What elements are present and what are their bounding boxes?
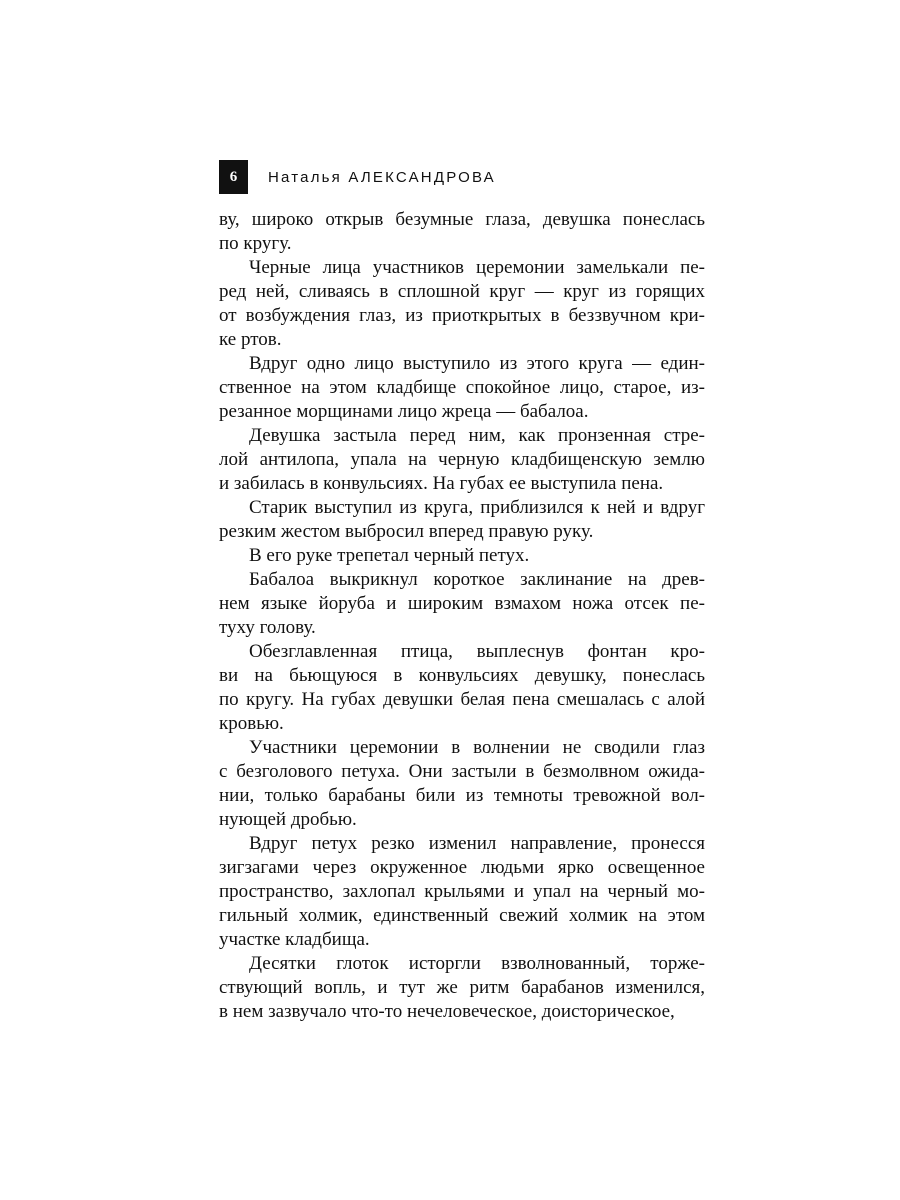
text-line: ву, широко открыв безумные глаза, девушка понеслась [219,209,705,230]
text-line: в нем зазвучало что-то нечеловеческое, доисторическое, [219,1001,675,1022]
text-line: нующей дробью. [219,809,357,830]
text-line: Черные лица участников церемонии замелькали пе- [249,257,705,278]
text-line: зигзагами через окруженное людьми ярко освещенное [219,857,705,878]
text-line: по кругу. [219,233,292,254]
text-line: и забилась в конвульсиях. На губах ее выступила пена. [219,473,664,494]
page-number: 6 [219,160,248,194]
text-line: Десятки глоток исторгли взволнованный, торже- [249,953,705,974]
body-text [219,208,705,1024]
text-line: ред ней, сливаясь в сплошной круг — круг из горящих [219,281,705,302]
text-line: пространство, захлопал крыльями и упал на черный мо- [219,881,705,902]
text-line: ственное на этом кладбище спокойное лицо, старое, из- [219,377,705,398]
text-line: Девушка застыла перед ним, как пронзенная стре- [249,425,705,446]
text-line: Бабалоа выкрикнул короткое заклинание на древ- [249,569,705,590]
text-line: нии, только барабаны били из темноты тревожной вол- [219,785,705,806]
text-line: с безголового петуха. Они застыли в безмолвном ожида- [219,761,705,782]
text-line: Старик выступил из круга, приблизился к ней и вдруг [249,497,705,518]
text-line: по кругу. На губах девушки белая пена смешалась с алой [219,689,705,710]
text-line: В его руке трепетал черный петух. [249,545,530,566]
author-name: Наталья АЛЕКСАНДРОВА [268,168,496,186]
text-line: кровью. [219,713,284,734]
text-line: Вдруг одно лицо выступило из этого круга — един- [249,353,705,374]
text-line: лой антилопа, упала на черную кладбищенскую землю [219,449,705,470]
text-line: участке кладбища. [219,929,370,950]
text-line: нем языке йоруба и широким взмахом ножа отсек пе- [219,593,705,614]
text-line: гильный холмик, единственный свежий холмик на этом [219,905,705,926]
text-line: Обезглавленная птица, выплеснув фонтан кро- [249,641,705,662]
text-line: резанное морщинами лицо жреца — бабалоа. [219,401,589,422]
text-line: Вдруг петух резко изменил направление, пронесся [249,833,705,854]
text-line: ке ртов. [219,329,282,350]
text-line: ви на бьющуюся в конвульсиях девушку, понеслась [219,665,705,686]
text-line: от возбуждения глаз, из приоткрытых в беззвучном кри- [219,305,705,326]
running-header [219,160,496,194]
text-line: Участники церемонии в волнении не сводили глаз [249,737,705,758]
text-line: резким жестом выбросил вперед правую руку. [219,521,594,542]
text-line: ствующий вопль, и тут же ритм барабанов изменился, [219,977,705,998]
text-line: туху голову. [219,617,316,638]
